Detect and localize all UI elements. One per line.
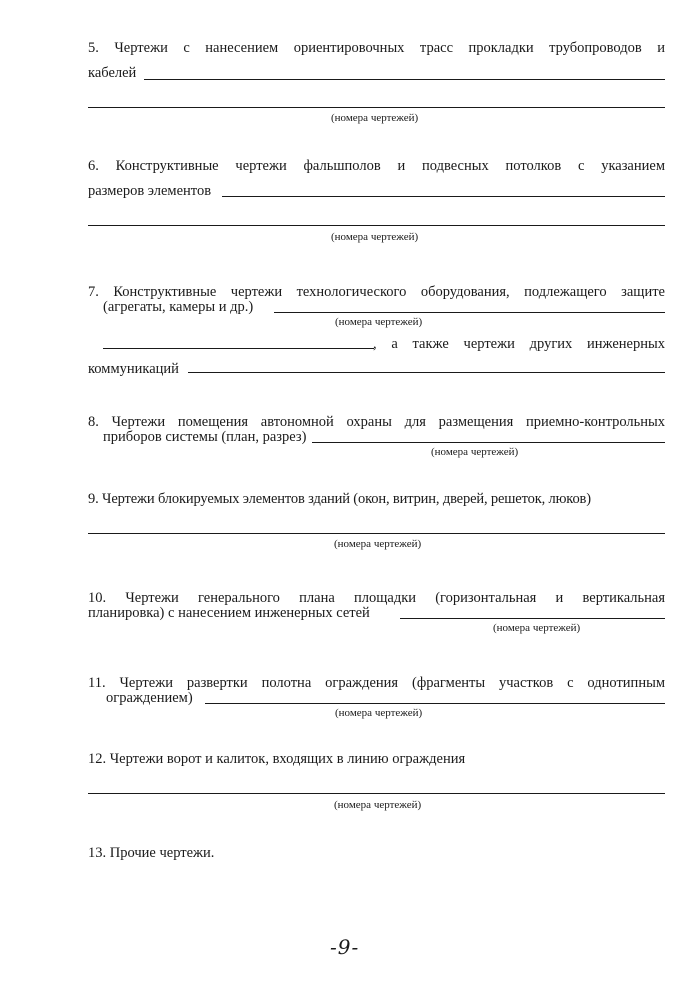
item-10-fill-line — [400, 618, 665, 619]
item-5-line-2: кабелей — [88, 65, 137, 81]
item-8-fill-line — [312, 442, 665, 443]
item-7-line-1: 7. Конструктивные чертежи технологического оборудования, подлежащего защите — [88, 284, 665, 300]
item-6-line-1: 6. Конструктивные чертежи фальшполов и подвесных потолков с указанием — [88, 158, 665, 174]
item-9-blank-line — [88, 533, 665, 534]
item-7-caption: (номера чертежей) — [335, 316, 423, 328]
item-9-caption: (номера чертежей) — [334, 538, 422, 550]
item-10-line-2: планировка) с нанесением инженерных сетей — [88, 605, 370, 621]
item-7-blank-line — [103, 348, 374, 349]
item-7-line-2: (агрегаты, камеры и др.) — [103, 299, 254, 315]
item-7-fill-line-2 — [188, 372, 665, 373]
page-number: -9- — [330, 935, 360, 959]
item-8-line-1: 8. Чертежи помещения автономной охраны для размещения приемно-контрольных — [88, 414, 665, 430]
item-12-line-1: 12. Чертежи ворот и калиток, входящих в линию ограждения — [88, 751, 466, 767]
item-11-fill-line — [205, 703, 665, 704]
item-6-caption: (номера чертежей) — [331, 231, 419, 243]
item-5-line-1: 5. Чертежи с нанесением ориентировочных трасс прокладки трубопроводов и — [88, 40, 665, 56]
item-6-blank-line — [88, 225, 665, 226]
item-11-line-2: ограждением) — [106, 690, 193, 706]
item-5-caption: (номера чертежей) — [331, 112, 419, 124]
item-7-line-4: коммуникаций — [88, 361, 179, 377]
item-8-line-2: приборов системы (план, разрез) — [103, 429, 307, 445]
item-6-fill-line — [222, 196, 665, 197]
item-9-line-1: 9. Чертежи блокируемых элементов зданий (окон, витрин, дверей, решеток, люков) — [88, 491, 591, 507]
item-12-caption: (номера чертежей) — [334, 799, 422, 811]
item-11-line-1: 11. Чертежи развертки полотна ограждения (фрагменты участков с однотипным — [88, 675, 665, 691]
item-12-blank-line — [88, 793, 665, 794]
item-5-blank-line — [88, 107, 665, 108]
item-13-line-1: 13. Прочие чертежи. — [88, 845, 215, 861]
item-7-line-3: , а также чертежи других инженерных — [373, 336, 665, 352]
item-11-caption: (номера чертежей) — [335, 707, 423, 719]
item-7-fill-line — [274, 312, 665, 313]
item-8-caption: (номера чертежей) — [431, 446, 519, 458]
item-5-fill-line — [144, 79, 665, 80]
item-6-line-2: размеров элементов — [88, 183, 212, 199]
item-10-line-1: 10. Чертежи генерального плана площадки (горизонтальная и вертикальная — [88, 590, 665, 606]
item-10-caption: (номера чертежей) — [493, 622, 581, 634]
